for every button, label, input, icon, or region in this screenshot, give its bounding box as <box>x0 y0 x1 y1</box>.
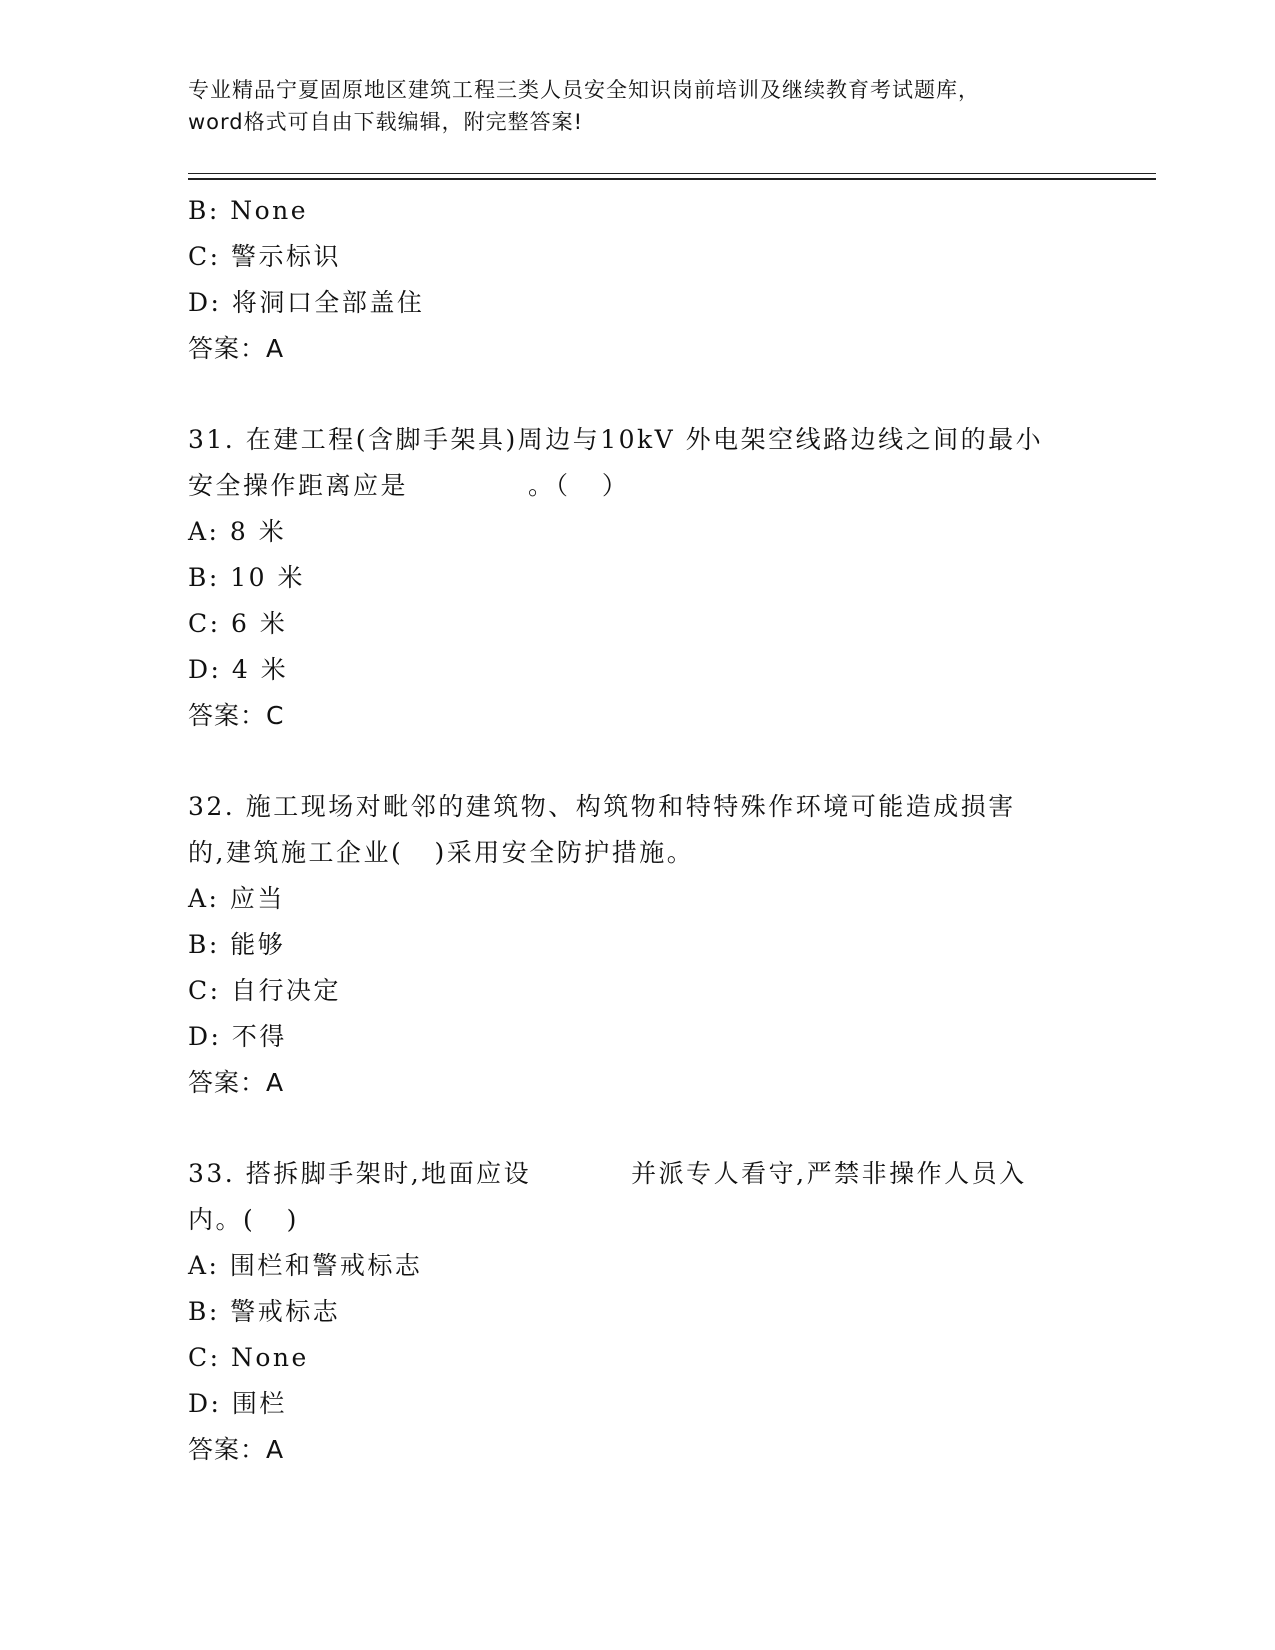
question-stem-line-2 <box>188 463 1088 509</box>
question-stem-line-1: 32. 施工现场对毗邻的建筑物、构筑物和特特殊作环境可能造成损害 <box>188 792 1016 821</box>
option-b: B: 10 米 <box>188 563 305 592</box>
question-stem-line-1: 31. 在建工程(含脚手架具)周边与10kV 外电架空线路边线之间的最小 <box>188 425 1044 454</box>
option-d: D: 不得 <box>188 1022 287 1051</box>
option-d: D: 围栏 <box>188 1389 287 1418</box>
option-c: C: 自行决定 <box>188 976 341 1005</box>
header-rule-thick <box>188 178 1156 180</box>
answer: 答案：C <box>188 701 285 730</box>
header-rule-thin <box>188 173 1156 174</box>
answer: 答案：A <box>188 1068 285 1097</box>
question-stem-line-1 <box>188 1151 1088 1197</box>
option-c: C: 6 米 <box>188 609 288 638</box>
option-a: A: 8 米 <box>188 517 287 546</box>
option-c: C: 警示标识 <box>188 242 341 271</box>
option-b: B: 能够 <box>188 930 286 959</box>
question-31 <box>188 417 1088 739</box>
option-b: B: 警戒标志 <box>188 1297 341 1326</box>
option-a: A: 围栏和警戒标志 <box>188 1251 423 1280</box>
option-d: D: 4 米 <box>188 655 289 684</box>
option-d: D: 将洞口全部盖住 <box>188 288 425 317</box>
answer: 答案：A <box>188 1435 285 1464</box>
question-33 <box>188 1151 1088 1473</box>
question-stem-line-2: 内。( ) <box>188 1205 299 1234</box>
stem-text-tail: 。（ ） <box>528 471 630 500</box>
answer: 答案：A <box>188 334 285 363</box>
page-header <box>188 74 1088 138</box>
stem-text: 安全操作距离应是 <box>188 471 409 500</box>
option-a: A: 应当 <box>188 884 285 913</box>
option-c: C: None <box>188 1343 309 1372</box>
stem-text-tail: 并派专人看守,严禁非操作人员入 <box>631 1159 1027 1188</box>
stem-text: 33. 搭拆脚手架时,地面应设 <box>188 1159 532 1188</box>
header-line-1: 专业精品宁夏固原地区建筑工程三类人员安全知识岗前培训及继续教育考试题库， <box>188 78 980 102</box>
question-30-continued <box>188 188 1088 372</box>
option-b: B: None <box>188 196 309 225</box>
header-line-2: word格式可自由下载编辑，附完整答案! <box>188 110 584 134</box>
question-stem-line-2: 的,建筑施工企业( )采用安全防护措施。 <box>188 838 695 867</box>
question-32 <box>188 784 1088 1106</box>
question-list <box>188 188 1088 1473</box>
